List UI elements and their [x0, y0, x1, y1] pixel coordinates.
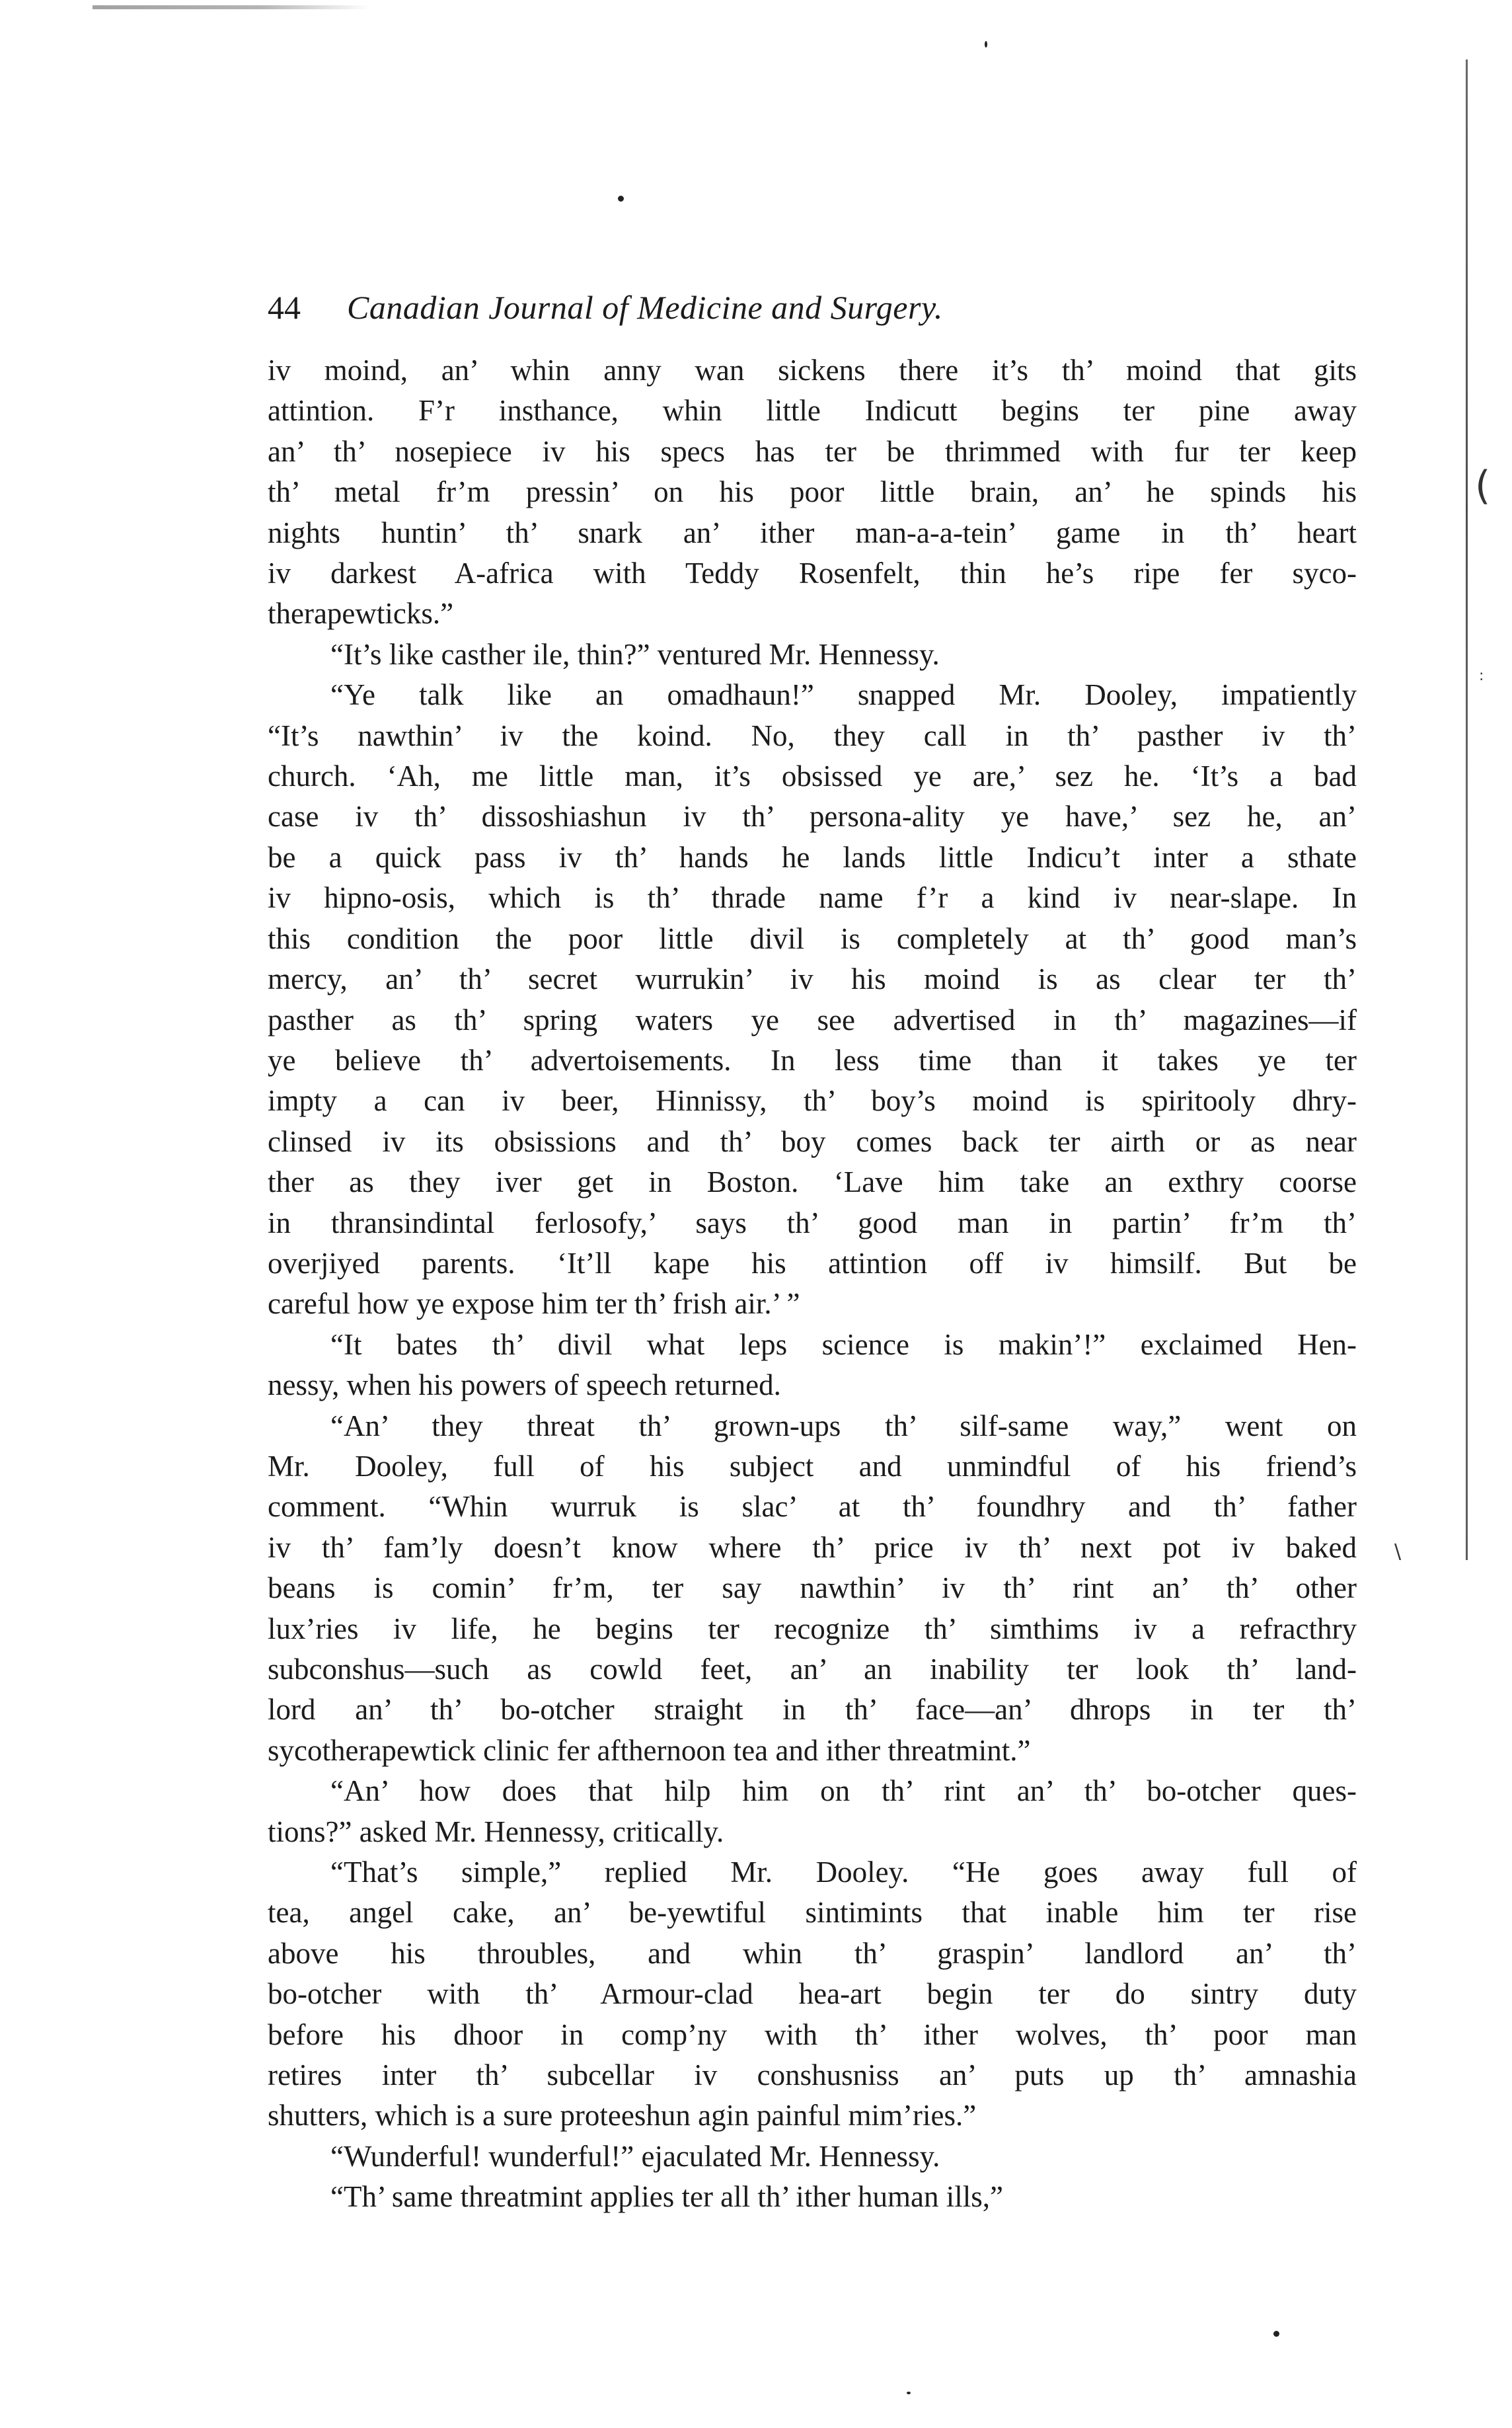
paragraph [268, 350, 1357, 635]
journal-title: Canadian Journal of Medicine and Surgery. [347, 289, 943, 326]
text-line: beans is comin’ fr’m, ter say nawthin’ iv th’ rint an’ th’ other [268, 1571, 1357, 1605]
text-line: iv hipno-osis, which is th’ thrade name f’r a kind iv near-slape. In [268, 881, 1357, 915]
scan-smudge [93, 5, 370, 9]
text-line: pasther as th’ spring waters ye see advertised in th’ magazines—if [268, 1003, 1357, 1037]
running-header [268, 288, 943, 327]
text-line: attintion. F’r insthance, whin little Indicutt begins ter pine away [268, 394, 1357, 428]
text-line: before his dhoor in comp’ny with th’ ither wolves, th’ poor man [268, 2017, 1357, 2051]
text-line: comment. “Whin wurruk is slac’ at th’ foundhry and th’ father [268, 1490, 1357, 1524]
text-line: church. ‘Ah, me little man, it’s obsissed ye are,’ sez he. ‘It’s a bad [268, 760, 1357, 793]
text-line: “An’ they threat th’ grown-ups th’ silf-same way,” went on [330, 1409, 1357, 1442]
text-line: ye believe th’ advertoisements. In less time than it takes ye ter [268, 1043, 1357, 1077]
text-line: in thransindintal ferlosofy,’ says th’ good man in partin’ fr’m th’ [268, 1206, 1357, 1239]
scan-speck [618, 196, 624, 202]
edge-mark: \ [1394, 1540, 1402, 1563]
text-line: “Wunderful! wunderful!” ejaculated Mr. Hennessy. [330, 2139, 940, 2173]
text-line: “That’s simple,” replied Mr. Dooley. “He goes away full of [330, 1856, 1357, 1889]
text-line: above his throubles, and whin th’ graspin’ landlord an’ th’ [268, 1936, 1357, 1970]
text-line: overjiyed parents. ‘It’ll kape his attintion off iv himsilf. But be [268, 1246, 1357, 1280]
paragraph [268, 675, 1357, 1325]
paragraph [268, 2177, 1357, 2217]
text-line: “An’ how does that hilp him on th’ rint an’ th’ bo-otcher ques- [330, 1774, 1357, 1808]
text-line: “Ye talk like an omadhaun!” snapped Mr. Dooley, impatiently [330, 678, 1357, 712]
text-line: tions?” asked Mr. Hennessy, critically. [268, 1815, 724, 1848]
paragraph [268, 1325, 1357, 1406]
paragraph [268, 635, 1357, 675]
page-edge-line [1466, 59, 1468, 1560]
text-line: subconshus—such as cowld feet, an’ an inability ter look th’ land- [268, 1653, 1357, 1686]
text-line: ther as they iver get in Boston. ‘Lave him take an exthry coorse [268, 1165, 1357, 1199]
edge-mark: : [1479, 668, 1484, 684]
text-line: Mr. Dooley, full of his subject and unmindful of his friend’s [268, 1449, 1357, 1483]
text-line: shutters, which is a sure proteeshun agin painful mim’ries.” [268, 2099, 977, 2133]
text-line: iv moind, an’ whin anny wan sickens there it’s th’ moind that gits [268, 354, 1357, 387]
article-body [268, 350, 1357, 2218]
text-line: lord an’ th’ bo-otcher straight in th’ face—an’ dhrops in ter th’ [268, 1693, 1357, 1727]
text-line: sycotherapewtick clinic fer afthernoon tea and ither threatmint.” [268, 1733, 1031, 1767]
text-line: clinsed iv its obsissions and th’ boy comes back ter airth or as near [268, 1124, 1357, 1158]
paragraph [268, 1406, 1357, 1772]
text-line: case iv th’ dissoshiashun iv th’ persona-ality ye have,’ sez he, an’ [268, 800, 1357, 834]
page-number: 44 [268, 289, 301, 326]
text-line: nessy, when his powers of speech returned. [268, 1368, 781, 1402]
text-line: an’ th’ nosepiece iv his specs has ter be thrimmed with fur ter keep [268, 434, 1357, 468]
text-line: iv darkest A-africa with Teddy Rosenfelt, thin he’s ripe fer syco- [268, 557, 1357, 590]
paragraph [268, 1852, 1357, 2136]
text-line: th’ metal fr’m pressin’ on his poor little brain, an’ he spinds his [268, 475, 1357, 509]
scan-speck [907, 2392, 911, 2394]
text-line: lux’ries iv life, he begins ter recognize th’ simthims iv a refracthry [268, 1612, 1357, 1645]
text-line: bo-otcher with th’ Armour-clad hea-art begin ter do sintry duty [268, 1977, 1357, 2011]
paragraph [268, 1771, 1357, 1852]
text-line: “It’s like casther ile, thin?” ventured Mr. Hennessy. [330, 637, 940, 671]
text-line: impty a can iv beer, Hinnissy, th’ boy’s moind is spiritooly dhry- [268, 1084, 1357, 1118]
text-line: “It’s nawthin’ iv the koind. No, they call in th’ pasther iv th’ [268, 719, 1357, 752]
text-line: careful how ye expose him ter th’ frish air.’ ” [268, 1287, 800, 1321]
text-line: “Th’ same threatmint applies ter all th’ ither human ills,” [330, 2180, 1003, 2214]
text-line: mercy, an’ th’ secret wurrukin’ iv his moind is as clear ter th’ [268, 962, 1357, 996]
text-line: this condition the poor little divil is completely at th’ good man’s [268, 921, 1357, 955]
text-line: retires inter th’ subcellar iv conshusniss an’ puts up th’ amnashia [268, 2058, 1357, 2092]
text-line: nights huntin’ th’ snark an’ ither man-a-a-tein’ game in th’ heart [268, 516, 1357, 549]
text-line: “It bates th’ divil what leps science is makin’!” exclaimed Hen- [330, 1327, 1357, 1361]
paragraph [268, 2136, 1357, 2177]
text-line: iv th’ fam’ly doesn’t know where th’ price iv th’ next pot iv baked [268, 1530, 1357, 1564]
text-line: therapewticks.” [268, 597, 454, 631]
edge-mark: ( [1475, 463, 1491, 509]
scan-speck [985, 41, 987, 48]
text-line: tea, angel cake, an’ be-yewtiful sintimints that inable him ter rise [268, 1896, 1357, 1930]
text-line: be a quick pass iv th’ hands he lands little Indicu’t inter a sthate [268, 840, 1357, 874]
scan-speck [1273, 2331, 1279, 2337]
